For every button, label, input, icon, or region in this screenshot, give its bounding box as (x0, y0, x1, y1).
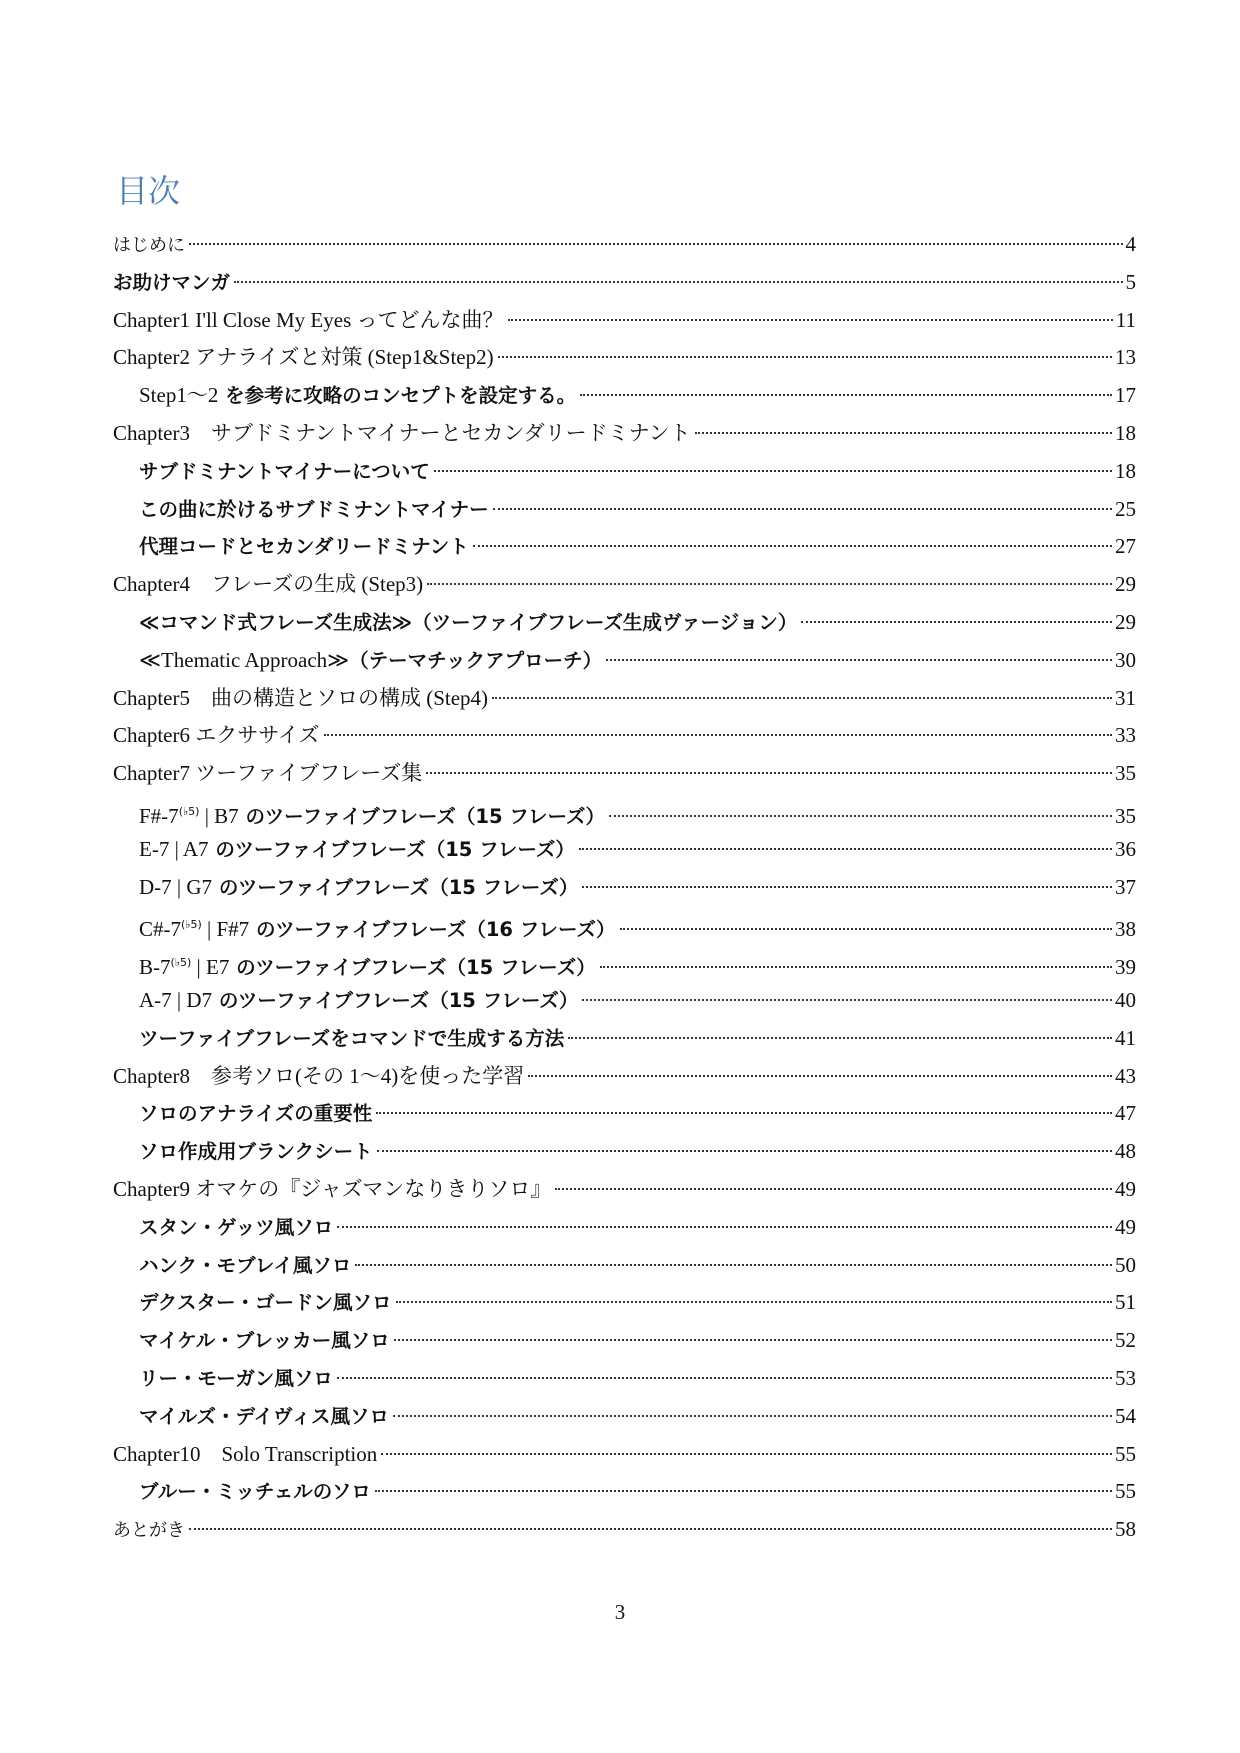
toc-entry-title (113, 1171, 551, 1209)
toc-entry-title (113, 1058, 524, 1096)
dot-leader (355, 1264, 1112, 1266)
dot-leader (801, 621, 1112, 623)
entry-page-number: 39 (1115, 955, 1136, 980)
entry-label: Chapter6 エクササイズ (113, 723, 320, 748)
entry-label: ソロのアナライズの重要性 (139, 1102, 373, 1126)
entry-page-number: 33 (1115, 723, 1136, 748)
toc-entry[interactable] (113, 1247, 1136, 1285)
toc-entry[interactable] (113, 302, 1136, 340)
entry-page-number: 29 (1115, 609, 1136, 634)
entry-label: のツーファイブフレーズ（15 フレーズ） (229, 956, 596, 980)
dot-leader (498, 356, 1112, 358)
entry-label: Chapter4 フレーズの生成 (Step3) (113, 572, 424, 597)
toc-entry-title (113, 755, 422, 793)
entry-label: Chapter10 Solo Transcription (113, 1441, 378, 1466)
entry-label: あとがき (113, 1520, 185, 1542)
entry-prefix: B-7 (139, 955, 171, 980)
toc-entry[interactable] (113, 604, 1136, 642)
toc-entry[interactable] (113, 1398, 1136, 1436)
entry-prefix: C#-7 (139, 917, 181, 942)
entry-page-number: 35 (1115, 803, 1136, 828)
toc-entry[interactable] (113, 566, 1136, 604)
toc-entry-title (139, 906, 616, 949)
entry-prefix: F#-7 (139, 803, 179, 828)
entry-prefix: Step1〜2 (139, 383, 219, 408)
dot-leader (381, 1453, 1112, 1455)
toc-entry-title (139, 1473, 371, 1511)
toc-title: 目次 (116, 172, 181, 210)
toc-entry[interactable] (113, 642, 1136, 680)
toc-entry-title (139, 944, 596, 987)
toc-entry[interactable] (113, 264, 1136, 302)
entry-label: のツーファイブフレーズ（15 フレーズ） (208, 837, 575, 861)
dot-leader (473, 545, 1112, 547)
entry-label: のツーファイブフレーズ（15 フレーズ） (238, 804, 606, 828)
page-number: 3 (614, 1600, 626, 1624)
toc-entry[interactable] (113, 1020, 1136, 1058)
toc-entry-title (139, 491, 489, 529)
toc-entry[interactable] (113, 226, 1136, 264)
entry-label: ツーファイブフレーズをコマンドで生成する方法 (139, 1026, 565, 1050)
dot-leader (434, 470, 1112, 472)
entry-page-number: 58 (1115, 1517, 1136, 1542)
entry-label: のツーファイブフレーズ（16 フレーズ） (249, 918, 616, 942)
toc-entry[interactable] (113, 1171, 1136, 1209)
dot-leader (396, 1301, 1112, 1303)
entry-label: 代理コードとセカンダリードミナント (139, 535, 469, 559)
entry-label: ≪コマンド式フレーズ生成法≫（ツーファイブフレーズ生成ヴァージョン） (139, 610, 798, 634)
entry-prefix-chord: | F#7 (201, 917, 250, 942)
entry-page-number: 52 (1115, 1328, 1136, 1353)
entry-label: リー・モーガン風ソロ (139, 1366, 333, 1390)
toc-entry-title (113, 302, 504, 340)
dot-leader (376, 1112, 1112, 1114)
entry-label: を参考に攻略のコンセプトを設定する。 (218, 384, 577, 408)
entry-prefix: E-7 | A7 (139, 836, 209, 861)
toc-entry-title (139, 831, 575, 869)
entry-prefix: A-7 | D7 (139, 987, 213, 1012)
entry-label: Chapter8 参考ソロ(その 1～4)を使った学習 (113, 1063, 525, 1088)
toc-entry-title (139, 453, 430, 491)
dot-leader (600, 966, 1112, 968)
dot-leader (393, 1415, 1112, 1417)
entry-label: Chapter1 I'll Close My Eyes ってどんな曲？ (113, 307, 504, 332)
entry-label: （テーマチックアプローチ） (349, 648, 603, 672)
entry-page-number: 43 (1115, 1063, 1136, 1088)
toc-entry[interactable] (113, 1473, 1136, 1511)
entry-prefix-chord: | E7 (191, 955, 230, 980)
toc-entry[interactable] (113, 1511, 1136, 1549)
toc-entry[interactable] (113, 793, 1136, 831)
chord-superscript: (♭5) (170, 956, 192, 970)
dot-leader (189, 1528, 1112, 1530)
toc-entry[interactable] (113, 1133, 1136, 1171)
toc-entry[interactable] (113, 1058, 1136, 1096)
dot-leader (582, 886, 1112, 888)
dot-leader (492, 697, 1112, 699)
dot-leader (606, 659, 1112, 661)
toc-entry-title (139, 604, 797, 642)
dot-leader (394, 1339, 1112, 1341)
table-of-contents (113, 226, 1136, 1549)
entry-page-number: 48 (1115, 1139, 1136, 1164)
dot-leader (426, 772, 1112, 774)
toc-entry-title (139, 1284, 392, 1322)
entry-page-number: 29 (1115, 572, 1136, 597)
toc-entry-title (139, 1020, 564, 1058)
toc-entry[interactable] (113, 755, 1136, 793)
dot-leader (493, 508, 1112, 510)
entry-page-number: 40 (1115, 987, 1136, 1012)
toc-entry-title (139, 1322, 390, 1360)
toc-entry[interactable] (113, 831, 1136, 869)
entry-page-number: 36 (1115, 836, 1136, 861)
toc-entry-title (113, 1436, 377, 1474)
entry-label: のツーファイブフレーズ（15 フレーズ） (212, 875, 579, 899)
entry-page-number: 18 (1115, 458, 1136, 483)
entry-page-number: 18 (1115, 420, 1136, 445)
entry-prefix-chord: | B7 (199, 803, 239, 828)
toc-entry-title (139, 1360, 333, 1398)
entry-page-number: 5 (1125, 269, 1136, 294)
toc-entry-title (113, 264, 230, 302)
entry-label: ソロ作成用ブランクシート (139, 1140, 373, 1164)
entry-page-number: 50 (1115, 1252, 1136, 1277)
toc-entry-title (113, 227, 185, 265)
toc-entry[interactable] (113, 869, 1136, 907)
dot-leader (695, 432, 1112, 434)
entry-prefix: D-7 | G7 (139, 874, 213, 899)
entry-label: マイルズ・デイヴィス風ソロ (139, 1404, 389, 1428)
dot-leader (582, 999, 1112, 1001)
toc-entry-title (139, 1095, 372, 1133)
dot-leader (508, 319, 1113, 321)
toc-entry-title (113, 566, 423, 604)
entry-page-number: 27 (1115, 534, 1136, 559)
toc-entry-title (139, 642, 602, 680)
entry-label: この曲に於けるサブドミナントマイナー (139, 497, 489, 521)
dot-leader (580, 394, 1112, 396)
entry-page-number: 53 (1115, 1365, 1136, 1390)
entry-label: はじめに (113, 235, 185, 256)
toc-entry[interactable] (113, 453, 1136, 491)
dot-leader (620, 928, 1112, 930)
toc-entry-title (139, 1133, 373, 1171)
entry-label: Chapter3 サブドミナントマイナーとセカンダリードミナント (113, 420, 691, 445)
entry-page-number: 31 (1115, 685, 1136, 710)
toc-entry-title (139, 528, 469, 566)
entry-label: サブドミナントマイナーについて (139, 459, 430, 483)
toc-entry[interactable] (113, 339, 1136, 377)
entry-page-number: 30 (1115, 647, 1136, 672)
dot-leader (337, 1377, 1112, 1379)
entry-page-number: 37 (1115, 874, 1136, 899)
toc-entry[interactable] (113, 1095, 1136, 1133)
entry-page-number: 47 (1115, 1101, 1136, 1126)
entry-label: ハンク・モブレイ風ソロ (139, 1253, 352, 1277)
entry-label: お助けマンガ (113, 270, 231, 294)
dot-leader (579, 848, 1112, 850)
toc-entry[interactable] (113, 982, 1136, 1020)
toc-entry[interactable] (113, 415, 1136, 453)
toc-entry[interactable] (113, 906, 1136, 944)
dot-leader (427, 583, 1112, 585)
dot-leader (324, 734, 1112, 736)
toc-entry-title (113, 339, 494, 377)
chord-superscript: (♭5) (178, 804, 200, 818)
toc-entry[interactable] (113, 528, 1136, 566)
entry-page-number: 54 (1115, 1403, 1136, 1428)
entry-label: ブルー・ミッチェルのソロ (139, 1480, 371, 1504)
entry-page-number: 49 (1115, 1176, 1136, 1201)
entry-prefix: ≪Thematic Approach≫ (139, 647, 350, 672)
entry-page-number: 51 (1115, 1290, 1136, 1315)
toc-entry-title (139, 377, 576, 415)
toc-entry[interactable] (113, 491, 1136, 529)
dot-leader (337, 1226, 1112, 1228)
entry-page-number: 55 (1115, 1441, 1136, 1466)
entry-label: のツーファイブフレーズ（15 フレーズ） (212, 988, 579, 1012)
toc-entry-title (113, 717, 320, 755)
entry-label: Chapter5 曲の構造とソロの構成 (Step4) (113, 685, 489, 710)
toc-entry[interactable] (113, 944, 1136, 982)
dot-leader (189, 243, 1123, 245)
toc-entry[interactable] (113, 1436, 1136, 1474)
toc-entry-title (139, 793, 605, 836)
toc-entry-title (113, 1512, 185, 1550)
entry-page-number: 11 (1115, 307, 1136, 332)
toc-entry[interactable] (113, 717, 1136, 755)
entry-page-number: 25 (1115, 496, 1136, 521)
toc-entry-title (113, 415, 691, 453)
entry-label: スタン・ゲッツ風ソロ (139, 1215, 334, 1239)
entry-page-number: 55 (1115, 1479, 1136, 1504)
entry-page-number: 13 (1115, 345, 1136, 370)
toc-entry[interactable] (113, 680, 1136, 718)
toc-entry[interactable] (113, 377, 1136, 415)
toc-entry-title (139, 1247, 351, 1285)
toc-entry[interactable] (113, 1322, 1136, 1360)
dot-leader (555, 1188, 1112, 1190)
toc-entry[interactable] (113, 1360, 1136, 1398)
entry-label: デクスター・ゴードン風ソロ (139, 1291, 392, 1315)
toc-entry-title (139, 982, 578, 1020)
dot-leader (609, 815, 1112, 817)
dot-leader (377, 1150, 1112, 1152)
entry-label: Chapter7 ツーファイブフレーズ集 (113, 761, 423, 786)
entry-label: Chapter2 アナライズと対策 (Step1&Step2) (113, 345, 494, 370)
entry-label: Chapter9 オマケの『ジャズマンなりきりソロ』 (113, 1176, 552, 1201)
entry-label: マイケル・ブレッカー風ソロ (139, 1329, 390, 1353)
dot-leader (528, 1075, 1112, 1077)
dot-leader (375, 1490, 1112, 1492)
toc-entry-title (113, 680, 488, 718)
toc-entry-title (139, 1209, 333, 1247)
entry-page-number: 38 (1115, 917, 1136, 942)
toc-entry[interactable] (113, 1209, 1136, 1247)
dot-leader (234, 281, 1122, 283)
toc-entry[interactable] (113, 1284, 1136, 1322)
entry-page-number: 17 (1115, 383, 1136, 408)
entry-page-number: 4 (1125, 232, 1136, 256)
dot-leader (568, 1037, 1112, 1039)
toc-entry-title (139, 1398, 389, 1436)
chord-superscript: (♭5) (181, 918, 202, 932)
toc-entry-title (139, 869, 578, 907)
entry-page-number: 49 (1115, 1214, 1136, 1239)
entry-page-number: 35 (1115, 761, 1136, 786)
entry-page-number: 41 (1115, 1025, 1136, 1050)
